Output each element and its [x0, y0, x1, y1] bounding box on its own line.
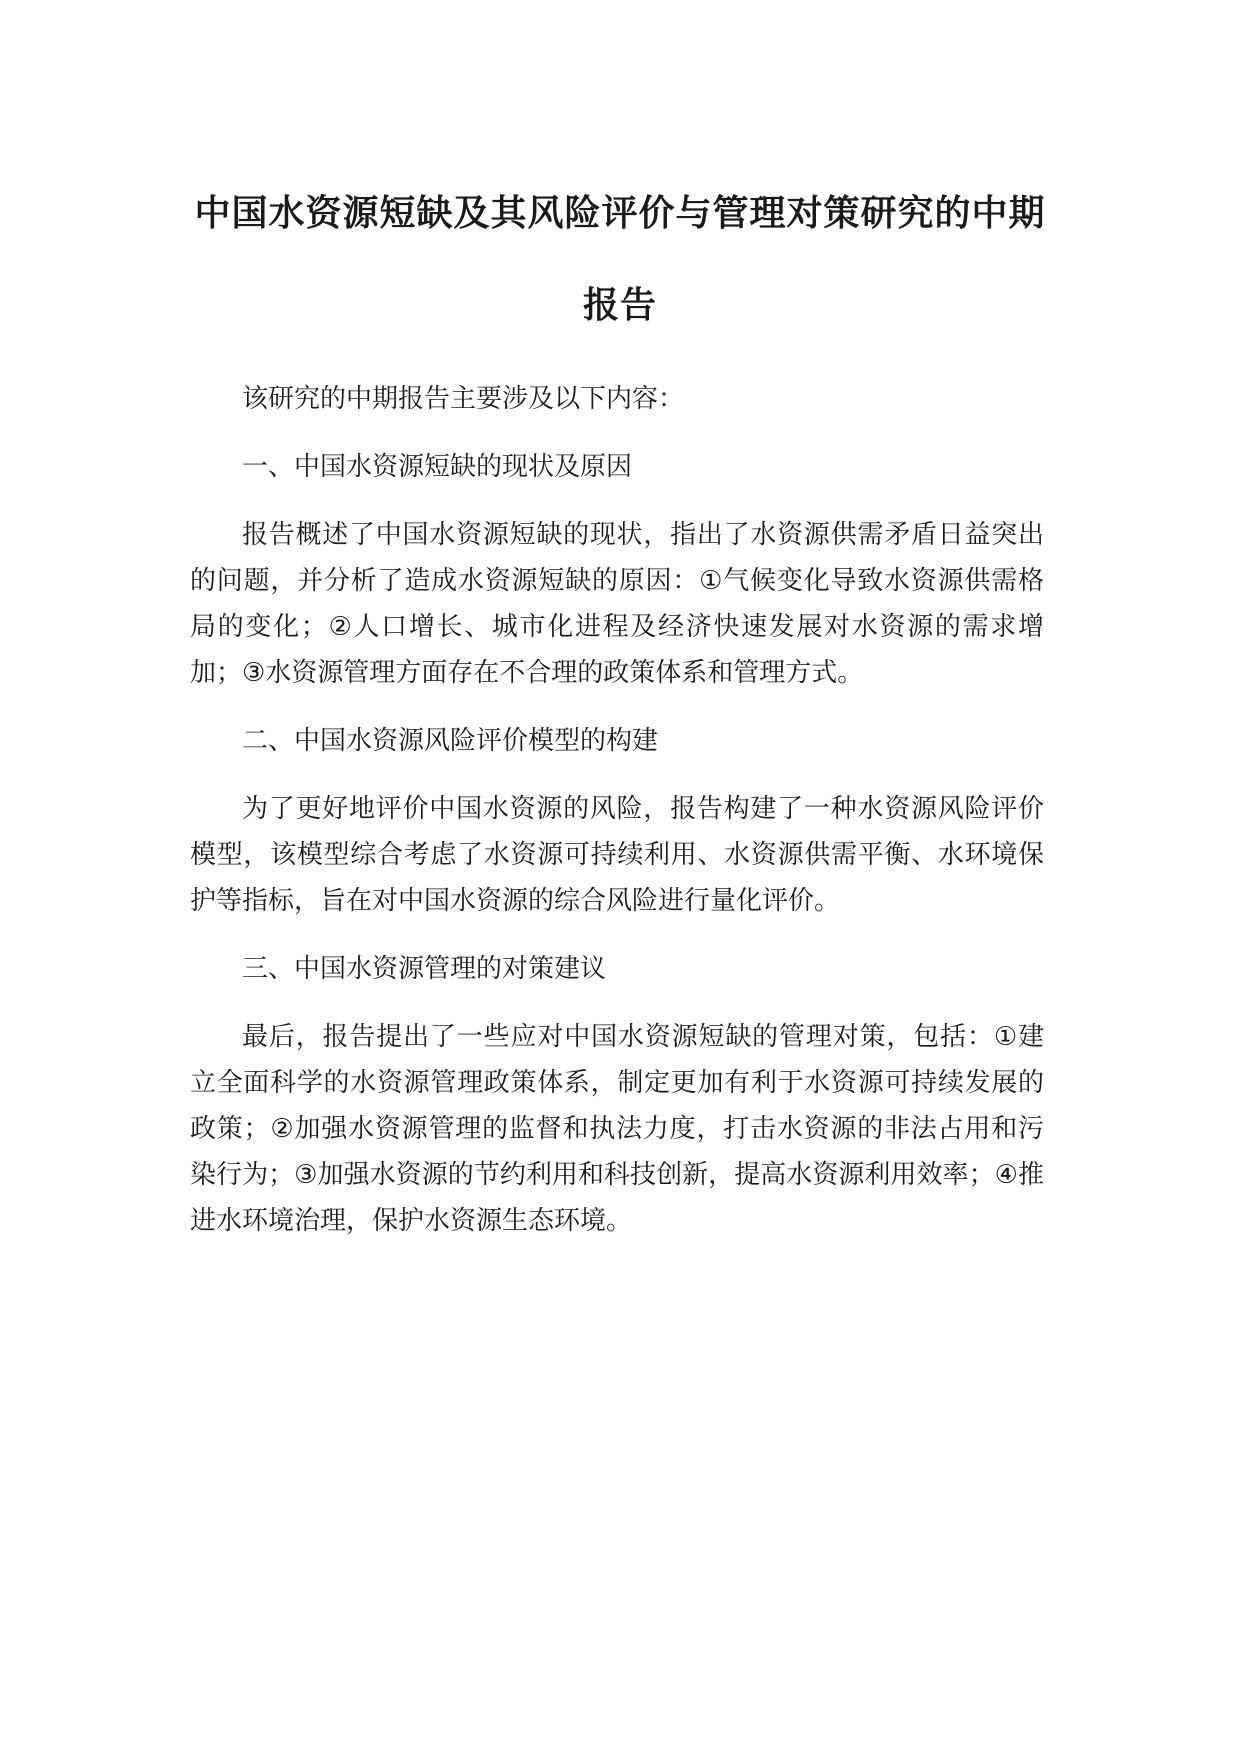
section-paragraph-2: 为了更好地评价中国水资源的风险，报告构建了一种水资源风险评价模型，该模型综合考虑了水资源可持续利用、水资源供需平衡、水环境保护等指标，旨在对中国水资源的综合风险进行量化评价。	[190, 794, 1044, 916]
section-heading-2: 二、中国水资源风险评价模型的构建	[242, 726, 659, 756]
section-heading-3: 三、中国水资源管理的对策建议	[242, 954, 607, 984]
section-paragraph-3: 最后，报告提出了一些应对中国水资源短缺的管理对策，包括：①建立全面科学的水资源管理政策体系，制定更加有利于水资源可持续发展的政策；②加强水资源管理的监督和执法力度，打击水资源的非法占用和污染行为；③加强水资源的节约利用和科技创新，提高水资源利用效率；④推进水环境治理，保护水资源生态环境。	[190, 1022, 1044, 1236]
section-heading-1: 一、中国水资源短缺的现状及原因	[242, 452, 633, 482]
section-paragraph-1: 报告概述了中国水资源短缺的现状，指出了水资源供需矛盾日益突出的问题，并分析了造成水资源短缺的原因：①气候变化导致水资源供需格局的变化；②人口增长、城市化进程及经济快速发展对水资源的需求增加；③水资源管理方面存在不合理的政策体系和管理方式。	[190, 520, 1044, 688]
document-body	[190, 376, 1044, 1266]
intro-paragraph: 该研究的中期报告主要涉及以下内容：	[242, 384, 685, 414]
document-title: 中国水资源短缺及其风险评价与管理对策研究的中期报告	[194, 193, 1046, 326]
